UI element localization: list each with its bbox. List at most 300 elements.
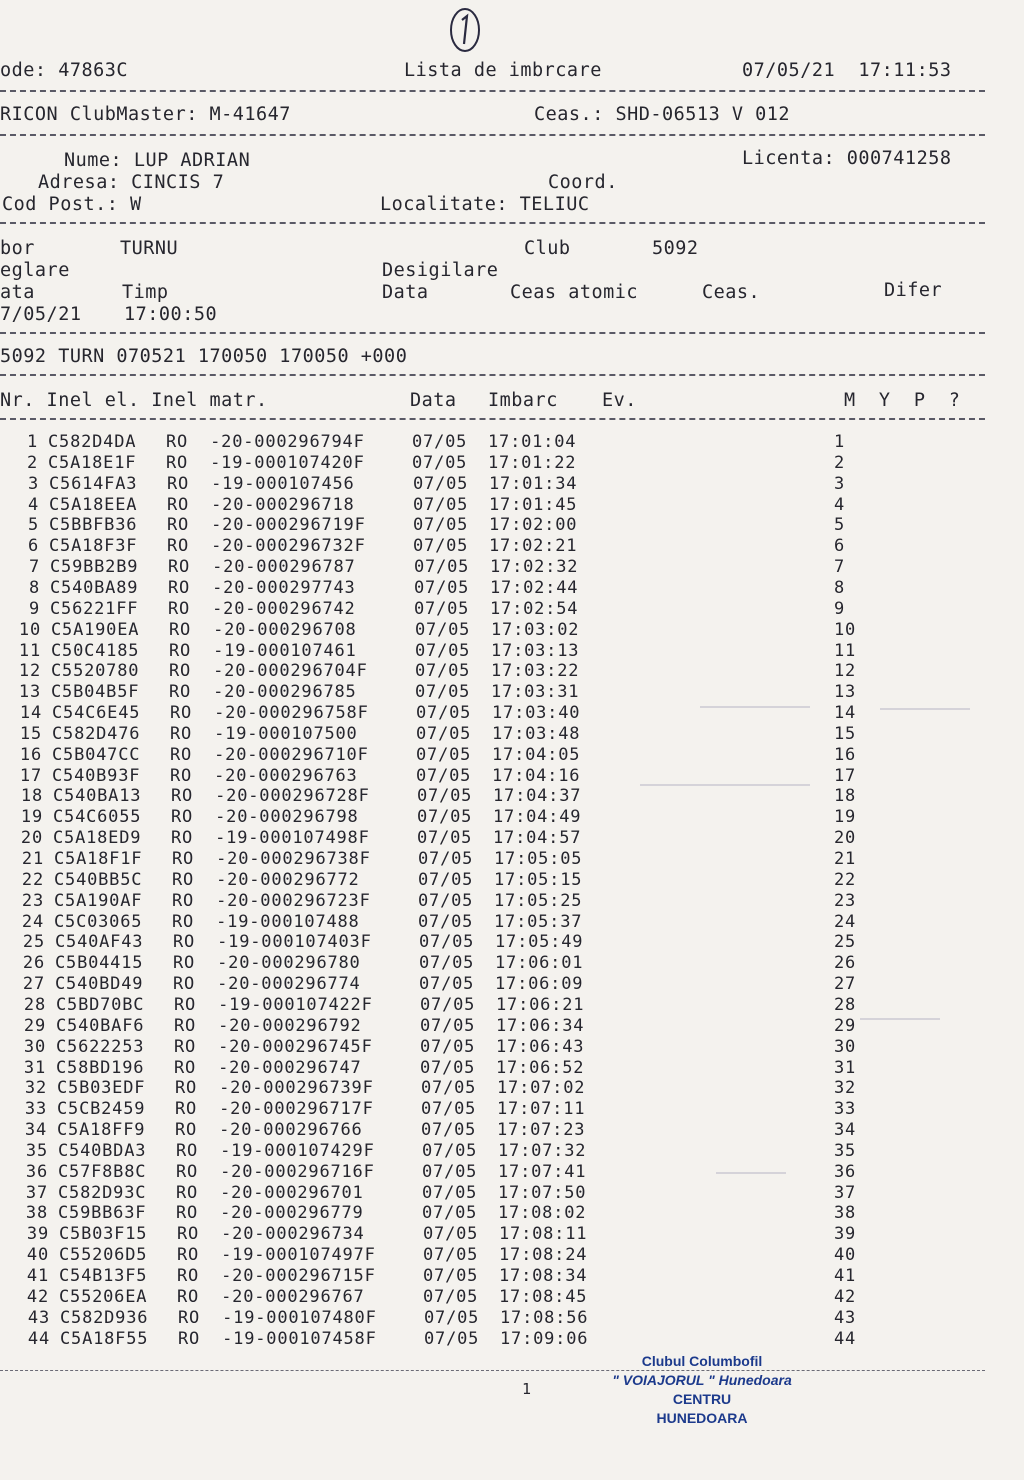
registration-ring: RO -20-000296780 bbox=[173, 953, 361, 973]
registration-ring: RO -20-000296742 bbox=[168, 599, 356, 619]
arrival-rank: 6 bbox=[834, 536, 846, 556]
divider bbox=[0, 332, 985, 334]
registration-ring: RO -20-000296710F bbox=[170, 745, 369, 765]
arrival-date: 07/05 bbox=[418, 912, 474, 932]
arrival-time: 17:05:49 bbox=[495, 932, 584, 952]
arrival-rank: 9 bbox=[834, 599, 846, 619]
arrival-time: 17:06:52 bbox=[496, 1058, 585, 1078]
row-number: 2 bbox=[26, 453, 38, 473]
row-number: 1 bbox=[26, 432, 38, 452]
row-number: 16 bbox=[19, 745, 42, 765]
arrival-date: 07/05 bbox=[423, 1266, 479, 1286]
time-label: Timp bbox=[122, 282, 169, 303]
registration-ring: RO -19-000107458F bbox=[178, 1329, 377, 1349]
arrival-date: 07/05 bbox=[423, 1224, 479, 1244]
arrival-rank: 10 bbox=[834, 620, 857, 640]
registration-ring: RO -19-000107422F bbox=[174, 995, 373, 1015]
arrival-rank: 43 bbox=[834, 1308, 857, 1328]
row-number: 36 bbox=[25, 1162, 48, 1182]
electronic-ring: C540BA89 bbox=[50, 578, 139, 598]
row-number: 11 bbox=[18, 641, 41, 661]
registration-ring: RO -20-000296787 bbox=[168, 557, 356, 577]
electronic-ring: C59BB63F bbox=[58, 1203, 147, 1223]
scan-smudge bbox=[716, 1172, 786, 1174]
row-number: 30 bbox=[23, 1037, 46, 1057]
release-summary: 5092 TURN 070521 170050 170050 +000 bbox=[0, 346, 408, 367]
registration-ring: RO -20-000296794F bbox=[166, 432, 365, 452]
registration-ring: RO -20-000296708 bbox=[169, 620, 357, 640]
row-number: 40 bbox=[26, 1245, 49, 1265]
unseal-label: Desigilare bbox=[382, 260, 499, 281]
arrival-time: 17:03:02 bbox=[491, 620, 580, 640]
arrival-time: 17:04:57 bbox=[493, 828, 582, 848]
arrival-date: 07/05 bbox=[417, 786, 473, 806]
arrival-rank: 21 bbox=[834, 849, 857, 869]
club-value: 5092 bbox=[652, 238, 699, 259]
arrival-date: 07/05 bbox=[416, 766, 472, 786]
arrival-rank: 17 bbox=[834, 766, 857, 786]
arrival-date: 07/05 bbox=[422, 1141, 478, 1161]
circled-page-number-mark bbox=[448, 6, 482, 54]
arrival-date: 07/05 bbox=[412, 432, 468, 452]
scan-smudge bbox=[860, 1018, 940, 1020]
arrival-rank: 27 bbox=[834, 974, 857, 994]
stamp-line-2: " VOIAJORUL " Hunedoara bbox=[612, 1372, 792, 1388]
stamp-line-3: CENTRU bbox=[672, 1391, 732, 1407]
registration-ring: RO -20-000296732F bbox=[167, 536, 366, 556]
arrival-rank: 25 bbox=[834, 932, 857, 952]
arrival-date: 07/05 bbox=[413, 474, 469, 494]
registration-ring: RO -20-000296779 bbox=[176, 1203, 364, 1223]
arrival-rank: 19 bbox=[834, 807, 857, 827]
arrival-time: 17:07:02 bbox=[497, 1078, 586, 1098]
electronic-ring: C5520780 bbox=[51, 661, 140, 681]
electronic-ring: C5CB2459 bbox=[57, 1099, 146, 1119]
arrival-rank: 29 bbox=[834, 1016, 857, 1036]
arrival-rank: 4 bbox=[834, 495, 846, 515]
arrival-rank: 39 bbox=[834, 1224, 857, 1244]
arrival-rank: 20 bbox=[834, 828, 857, 848]
electronic-ring: C5A18EEA bbox=[49, 495, 138, 515]
row-number: 10 bbox=[18, 620, 41, 640]
row-number: 3 bbox=[27, 474, 39, 494]
scan-smudge bbox=[880, 708, 970, 710]
arrival-date: 07/05 bbox=[416, 745, 472, 765]
arrival-date: 07/05 bbox=[420, 995, 476, 1015]
row-number: 39 bbox=[26, 1224, 49, 1244]
registration-ring: RO -19-000107403F bbox=[173, 932, 372, 952]
arrival-date: 07/05 bbox=[422, 1162, 478, 1182]
arrival-time: 17:04:37 bbox=[493, 786, 582, 806]
electronic-ring: C540AF43 bbox=[55, 932, 144, 952]
owner-coord: Coord. bbox=[548, 172, 618, 193]
report-title: Lista de imbrcare bbox=[404, 60, 602, 81]
arrival-time: 17:08:34 bbox=[499, 1266, 588, 1286]
arrival-date: 07/05 bbox=[416, 703, 472, 723]
arrival-date: 07/05 bbox=[417, 828, 473, 848]
row-number: 15 bbox=[19, 724, 42, 744]
row-number: 41 bbox=[26, 1266, 49, 1286]
arrival-rank: 8 bbox=[834, 578, 846, 598]
row-number: 22 bbox=[21, 870, 44, 890]
row-number: 19 bbox=[20, 807, 43, 827]
arrival-rank: 12 bbox=[834, 661, 857, 681]
arrival-time: 17:05:15 bbox=[494, 870, 583, 890]
arrival-time: 17:01:34 bbox=[489, 474, 578, 494]
arrival-time: 17:07:41 bbox=[498, 1162, 587, 1182]
arrival-time: 17:06:43 bbox=[496, 1037, 585, 1057]
registration-ring: RO -20-000296745F bbox=[174, 1037, 373, 1057]
electronic-ring: C582D476 bbox=[52, 724, 141, 744]
arrival-time: 17:07:11 bbox=[497, 1099, 586, 1119]
owner-name: Nume: LUP ADRIAN bbox=[64, 150, 251, 171]
arrival-date: 07/05 bbox=[420, 1037, 476, 1057]
row-number: 43 bbox=[27, 1308, 50, 1328]
electronic-ring: C5A190EA bbox=[51, 620, 140, 640]
row-number: 37 bbox=[25, 1183, 48, 1203]
electronic-ring: C50C4185 bbox=[51, 641, 140, 661]
registration-ring: RO -20-000296739F bbox=[175, 1078, 374, 1098]
registration-ring: RO -19-000107461 bbox=[169, 641, 357, 661]
arrival-date: 07/05 bbox=[414, 578, 470, 598]
arrival-time: 17:09:06 bbox=[500, 1329, 589, 1349]
arrival-date: 07/05 bbox=[414, 599, 470, 619]
arrival-rank: 38 bbox=[834, 1203, 857, 1223]
arrival-date: 07/05 bbox=[414, 557, 470, 577]
row-number: 32 bbox=[24, 1078, 47, 1098]
arrival-date: 07/05 bbox=[415, 682, 471, 702]
report-code: ode: 47863C bbox=[0, 60, 129, 81]
column-header-arrival: Imbarc bbox=[488, 390, 558, 411]
stamp-line-4: HUNEDOARA bbox=[656, 1410, 748, 1426]
electronic-ring: C582D936 bbox=[60, 1308, 149, 1328]
electronic-ring: C5B03F15 bbox=[59, 1224, 148, 1244]
row-number: 7 bbox=[28, 557, 40, 577]
arrival-date: 07/05 bbox=[424, 1308, 480, 1328]
arrival-rank: 24 bbox=[834, 912, 857, 932]
clubmaster-id: RICON ClubMaster: M-41647 bbox=[0, 104, 291, 125]
row-number: 18 bbox=[20, 786, 43, 806]
registration-ring: RO -20-000296792 bbox=[174, 1016, 362, 1036]
arrival-rank: 34 bbox=[834, 1120, 857, 1140]
registration-ring: RO -20-000296734 bbox=[177, 1224, 365, 1244]
arrival-time: 17:02:54 bbox=[490, 599, 579, 619]
arrival-rank: 14 bbox=[834, 703, 857, 723]
arrival-time: 17:08:02 bbox=[498, 1203, 587, 1223]
row-number: 27 bbox=[22, 974, 45, 994]
registration-ring: RO -20-000296772 bbox=[172, 870, 360, 890]
arrival-date: 07/05 bbox=[418, 849, 474, 869]
row-number: 35 bbox=[25, 1141, 48, 1161]
arrival-time: 17:07:32 bbox=[498, 1141, 587, 1161]
arrival-time: 17:06:01 bbox=[495, 953, 584, 973]
arrival-date: 07/05 bbox=[424, 1329, 480, 1349]
electronic-ring: C5614FA3 bbox=[49, 474, 138, 494]
registration-ring: RO -20-000296715F bbox=[177, 1266, 376, 1286]
registration-ring: RO -20-000296766 bbox=[175, 1120, 363, 1140]
arrival-date: 07/05 bbox=[416, 724, 472, 744]
registration-ring: RO -20-000296728F bbox=[171, 786, 370, 806]
registration-ring: RO -20-000296701 bbox=[176, 1183, 364, 1203]
electronic-ring: C57F8B8C bbox=[58, 1162, 147, 1182]
electronic-ring: C5622253 bbox=[56, 1037, 145, 1057]
divider bbox=[0, 418, 985, 420]
electronic-ring: C5B04B5F bbox=[51, 682, 140, 702]
electronic-ring: C54C6E45 bbox=[52, 703, 141, 723]
registration-ring: RO -20-000296718 bbox=[167, 495, 355, 515]
difference-label: Difer bbox=[884, 280, 943, 301]
arrival-time: 17:04:49 bbox=[493, 807, 582, 827]
page-number: 1 bbox=[522, 1380, 532, 1398]
row-number: 20 bbox=[20, 828, 43, 848]
club-label: Club bbox=[524, 238, 571, 259]
registration-ring: RO -20-000296758F bbox=[170, 703, 369, 723]
unseal-date-label: Data bbox=[382, 282, 429, 303]
arrival-time: 17:03:22 bbox=[491, 661, 580, 681]
divider bbox=[0, 222, 985, 224]
arrival-date: 07/05 bbox=[420, 1058, 476, 1078]
row-number: 34 bbox=[24, 1120, 47, 1140]
arrival-date: 07/05 bbox=[417, 807, 473, 827]
row-number: 17 bbox=[19, 766, 42, 786]
arrival-date: 07/05 bbox=[423, 1287, 479, 1307]
arrival-time: 17:03:13 bbox=[491, 641, 580, 661]
electronic-ring: C5B047CC bbox=[52, 745, 141, 765]
arrival-date: 07/05 bbox=[421, 1099, 477, 1119]
set-time: 17:00:50 bbox=[124, 304, 218, 325]
arrival-date: 07/05 bbox=[413, 495, 469, 515]
arrival-time: 17:05:37 bbox=[494, 912, 583, 932]
electronic-ring: C59BB2B9 bbox=[50, 557, 139, 577]
arrival-rank: 11 bbox=[834, 641, 857, 661]
arrival-date: 07/05 bbox=[421, 1078, 477, 1098]
arrival-date: 07/05 bbox=[420, 1016, 476, 1036]
loft-label: bor bbox=[0, 238, 35, 259]
arrival-rank: 36 bbox=[834, 1162, 857, 1182]
electronic-ring: C5A18FF9 bbox=[57, 1120, 146, 1140]
registration-ring: RO -19-000107480F bbox=[178, 1308, 377, 1328]
row-number: 25 bbox=[22, 932, 45, 952]
owner-license: Licenta: 000741258 bbox=[742, 148, 952, 169]
owner-locality: Localitate: TELIUC bbox=[380, 194, 590, 215]
registration-ring: RO -20-000296717F bbox=[175, 1099, 374, 1119]
registration-ring: RO -19-000107456 bbox=[167, 474, 355, 494]
divider bbox=[0, 374, 985, 376]
registration-ring: RO -19-000107420F bbox=[166, 453, 365, 473]
arrival-rank: 37 bbox=[834, 1183, 857, 1203]
arrival-time: 17:06:21 bbox=[496, 995, 585, 1015]
report-datetime: 07/05/21 17:11:53 bbox=[742, 60, 952, 81]
registration-ring: RO -20-000296719F bbox=[167, 515, 366, 535]
row-number: 5 bbox=[27, 515, 39, 535]
row-number: 24 bbox=[21, 912, 44, 932]
arrival-date: 07/05 bbox=[418, 891, 474, 911]
registration-ring: RO -20-000296767 bbox=[177, 1287, 365, 1307]
row-number: 6 bbox=[27, 536, 39, 556]
row-number: 26 bbox=[22, 953, 45, 973]
arrival-date: 07/05 bbox=[419, 974, 475, 994]
arrival-time: 17:06:09 bbox=[495, 974, 584, 994]
electronic-ring: C55206D5 bbox=[59, 1245, 148, 1265]
registration-ring: RO -20-000296763 bbox=[170, 766, 358, 786]
electronic-ring: C5A18E1F bbox=[48, 453, 137, 473]
arrival-time: 17:02:00 bbox=[489, 515, 578, 535]
arrival-time: 17:08:11 bbox=[499, 1224, 588, 1244]
club-stamp bbox=[592, 1352, 812, 1428]
loft-value: TURNU bbox=[120, 238, 179, 259]
electronic-ring: C5A18F3F bbox=[49, 536, 138, 556]
arrival-rank: 31 bbox=[834, 1058, 857, 1078]
arrival-time: 17:07:23 bbox=[497, 1120, 586, 1140]
set-date: 7/05/21 bbox=[0, 304, 82, 325]
row-number: 13 bbox=[18, 682, 41, 702]
row-number: 31 bbox=[23, 1058, 46, 1078]
electronic-ring: C54C6055 bbox=[53, 807, 142, 827]
scan-smudge bbox=[640, 784, 810, 786]
electronic-ring: C540BD49 bbox=[55, 974, 144, 994]
registration-ring: RO -20-000296785 bbox=[169, 682, 357, 702]
date-label: ata bbox=[0, 282, 35, 303]
row-number: 44 bbox=[27, 1329, 50, 1349]
registration-ring: RO -19-000107488 bbox=[172, 912, 360, 932]
arrival-rank: 16 bbox=[834, 745, 857, 765]
arrival-date: 07/05 bbox=[422, 1183, 478, 1203]
arrival-time: 17:08:24 bbox=[499, 1245, 588, 1265]
registration-ring: RO -20-000296774 bbox=[173, 974, 361, 994]
row-number: 33 bbox=[24, 1099, 47, 1119]
arrival-rank: 26 bbox=[834, 953, 857, 973]
arrival-time: 17:02:21 bbox=[489, 536, 578, 556]
arrival-time: 17:04:16 bbox=[492, 766, 581, 786]
arrival-rank: 13 bbox=[834, 682, 857, 702]
electronic-ring: C540BDA3 bbox=[58, 1141, 147, 1161]
arrival-rank: 18 bbox=[834, 786, 857, 806]
atomic-clock-label: Ceas atomic bbox=[510, 282, 639, 303]
arrival-time: 17:06:34 bbox=[496, 1016, 585, 1036]
arrival-time: 17:05:25 bbox=[494, 891, 583, 911]
electronic-ring: C5A18ED9 bbox=[53, 828, 142, 848]
row-number: 4 bbox=[27, 495, 39, 515]
arrival-date: 07/05 bbox=[415, 661, 471, 681]
electronic-ring: C582D4DA bbox=[48, 432, 137, 452]
arrival-time: 17:07:50 bbox=[498, 1183, 587, 1203]
column-header-flags: M Y P ? bbox=[844, 390, 961, 411]
arrival-date: 07/05 bbox=[418, 870, 474, 890]
arrival-time: 17:03:40 bbox=[492, 703, 581, 723]
registration-ring: RO -20-000296716F bbox=[176, 1162, 375, 1182]
arrival-date: 07/05 bbox=[413, 536, 469, 556]
arrival-time: 17:03:48 bbox=[492, 724, 581, 744]
arrival-date: 07/05 bbox=[412, 453, 468, 473]
electronic-ring: C582D93C bbox=[58, 1183, 147, 1203]
divider bbox=[0, 1370, 985, 1371]
arrival-rank: 40 bbox=[834, 1245, 857, 1265]
divider bbox=[0, 90, 985, 92]
divider bbox=[0, 134, 985, 136]
arrival-rank: 1 bbox=[834, 432, 846, 452]
registration-ring: RO -20-000296747 bbox=[174, 1058, 362, 1078]
arrival-date: 07/05 bbox=[415, 620, 471, 640]
electronic-ring: C5B04415 bbox=[55, 953, 144, 973]
electronic-ring: C5C03065 bbox=[54, 912, 143, 932]
arrival-rank: 3 bbox=[834, 474, 846, 494]
arrival-rank: 42 bbox=[834, 1287, 857, 1307]
row-number: 21 bbox=[21, 849, 44, 869]
electronic-ring: C58BD196 bbox=[56, 1058, 145, 1078]
arrival-rank: 2 bbox=[834, 453, 846, 473]
arrival-date: 07/05 bbox=[419, 953, 475, 973]
arrival-rank: 41 bbox=[834, 1266, 857, 1286]
scan-smudge bbox=[700, 706, 810, 708]
electronic-ring: C55206EA bbox=[59, 1287, 148, 1307]
electronic-ring: C56221FF bbox=[50, 599, 139, 619]
registration-ring: RO -19-000107429F bbox=[176, 1141, 375, 1161]
arrival-time: 17:08:45 bbox=[499, 1287, 588, 1307]
setting-label: eglare bbox=[0, 260, 70, 281]
arrival-rank: 5 bbox=[834, 515, 846, 535]
electronic-ring: C5A18F55 bbox=[60, 1329, 149, 1349]
clock-label: Ceas. bbox=[702, 282, 761, 303]
arrival-time: 17:05:05 bbox=[494, 849, 583, 869]
arrival-rank: 7 bbox=[834, 557, 846, 577]
stamp-line-1: Clubul Columbofil bbox=[641, 1353, 763, 1369]
arrival-time: 17:01:45 bbox=[489, 495, 578, 515]
arrival-date: 07/05 bbox=[423, 1245, 479, 1265]
arrival-rank: 28 bbox=[834, 995, 857, 1015]
registration-ring: RO -20-000296798 bbox=[171, 807, 359, 827]
row-number: 42 bbox=[26, 1287, 49, 1307]
electronic-ring: C5A190AF bbox=[54, 891, 143, 911]
arrival-time: 17:01:22 bbox=[488, 453, 577, 473]
arrival-rank: 32 bbox=[834, 1078, 857, 1098]
owner-postal: Cod Post.: W bbox=[2, 194, 142, 215]
arrival-date: 07/05 bbox=[421, 1120, 477, 1140]
arrival-rank: 23 bbox=[834, 891, 857, 911]
row-number: 12 bbox=[18, 661, 41, 681]
arrival-date: 07/05 bbox=[415, 641, 471, 661]
electronic-ring: C5BD70BC bbox=[56, 995, 145, 1015]
column-header-ev: Ev. bbox=[602, 390, 637, 411]
arrival-time: 17:08:56 bbox=[500, 1308, 589, 1328]
row-number: 23 bbox=[21, 891, 44, 911]
arrival-rank: 44 bbox=[834, 1329, 857, 1349]
owner-address: Adresa: CINCIS 7 bbox=[38, 172, 225, 193]
row-number: 29 bbox=[23, 1016, 46, 1036]
column-header-date: Data bbox=[410, 390, 457, 411]
registration-ring: RO -20-000296723F bbox=[172, 891, 371, 911]
arrival-time: 17:01:04 bbox=[488, 432, 577, 452]
arrival-time: 17:02:44 bbox=[490, 578, 579, 598]
registration-ring: RO -20-000296704F bbox=[169, 661, 368, 681]
arrival-time: 17:02:32 bbox=[490, 557, 579, 577]
registration-ring: RO -20-000297743 bbox=[168, 578, 356, 598]
arrival-time: 17:04:05 bbox=[492, 745, 581, 765]
arrival-rank: 35 bbox=[834, 1141, 857, 1161]
row-number: 8 bbox=[28, 578, 40, 598]
row-number: 28 bbox=[23, 995, 46, 1015]
electronic-ring: C540BA13 bbox=[53, 786, 142, 806]
registration-ring: RO -19-000107497F bbox=[177, 1245, 376, 1265]
row-number: 9 bbox=[28, 599, 40, 619]
electronic-ring: C5B03EDF bbox=[57, 1078, 146, 1098]
arrival-rank: 30 bbox=[834, 1037, 857, 1057]
arrival-rank: 33 bbox=[834, 1099, 857, 1119]
arrival-rank: 22 bbox=[834, 870, 857, 890]
electronic-ring: C540BB5C bbox=[54, 870, 143, 890]
electronic-ring: C540B93F bbox=[52, 766, 141, 786]
arrival-date: 07/05 bbox=[422, 1203, 478, 1223]
arrival-time: 17:03:31 bbox=[491, 682, 580, 702]
